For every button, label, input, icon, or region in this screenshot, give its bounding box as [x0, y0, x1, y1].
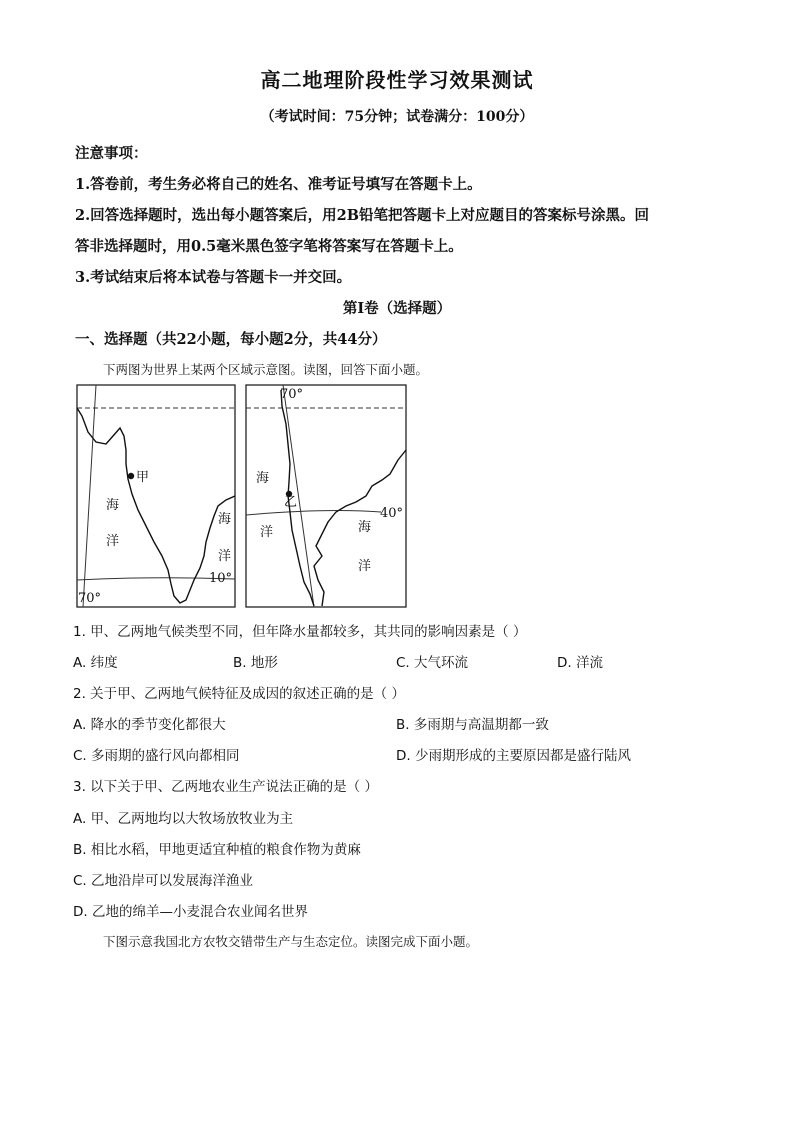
left-map-lon-label: 70°: [78, 591, 102, 606]
left-map-sea-1: 海: [106, 498, 120, 513]
right-map-lon-label: 70°: [280, 387, 304, 402]
region-maps: [76, 384, 408, 609]
question-1-option-d[interactable]: D. 洋流: [557, 655, 603, 671]
right-map-sea-3: 海: [358, 520, 372, 535]
question-3-option-a[interactable]: A. 甲、乙两地均以大牧场放牧业为主: [73, 811, 294, 827]
volume-title: 第I卷（选择题）: [342, 300, 452, 317]
question-2-stem: 2. 关于甲、乙两地气候特征及成因的叙述正确的是（ ）: [73, 686, 405, 702]
right-map-sea-1: 海: [256, 471, 270, 486]
notice-item-2-cont: 答非选择题时，用0.5毫米黑色签字笔将答案写在答题卡上。: [75, 238, 463, 255]
location-jia-label: 甲: [136, 470, 150, 485]
right-map-lat-label: 40°: [380, 506, 404, 521]
part-title: 一、选择题（共22小题，每小题2分，共44分）: [75, 331, 387, 348]
right-map-sea-4: 洋: [358, 559, 372, 574]
question-2-option-a[interactable]: A. 降水的季节变化都很大: [73, 717, 226, 733]
left-map-sea-3: 海: [218, 512, 232, 527]
right-map-frame: [246, 385, 406, 607]
question-2-option-c[interactable]: C. 多雨期的盛行风向都相同: [73, 748, 240, 764]
lead-text-2: 下图示意我国北方农牧交错带生产与生态定位。读图完成下面小题。: [103, 934, 479, 949]
question-3-stem: 3. 以下关于甲、乙两地农业生产说法正确的是（ ）: [73, 779, 378, 795]
location-jia-dot: [128, 473, 134, 479]
left-map-sea-2: 洋: [106, 534, 120, 549]
notice-item-3: 3.考试结束后将本试卷与答题卡一并交回。: [75, 269, 352, 286]
notice-item-2: 2.回答选择题时，选出每小题答案后，用2B铅笔把答题卡上对应题目的答案标号涂黑。回: [75, 207, 649, 224]
question-1-stem: 1. 甲、乙两地气候类型不同，但年降水量都较多，其共同的影响因素是（ ）: [73, 624, 527, 640]
page-title: 高二地理阶段性学习效果测试: [260, 68, 534, 92]
question-2-option-b[interactable]: B. 多雨期与高温期都一致: [396, 717, 549, 733]
question-3-option-b[interactable]: B. 相比水稻，甲地更适宜种植的粮食作物为黄麻: [73, 842, 361, 858]
question-2-option-d[interactable]: D. 少雨期形成的主要原因都是盛行陆风: [396, 748, 631, 764]
left-map-lat-label: 10°: [209, 571, 233, 586]
left-map-lon-line: [83, 385, 96, 607]
location-yi-label: 乙: [284, 495, 298, 510]
notice-heading: 注意事项：: [75, 145, 148, 162]
question-3-option-c[interactable]: C. 乙地沿岸可以发展海洋渔业: [73, 873, 254, 889]
right-map-sea-2: 洋: [260, 525, 274, 540]
notice-item-1: 1.答卷前，考生务必将自己的姓名、准考证号填写在答题卡上。: [75, 176, 482, 193]
lead-text-1: 下两图为世界上某两个区域示意图。读图，回答下面小题。: [103, 362, 429, 377]
question-3-option-d[interactable]: D. 乙地的绵羊—小麦混合农业闻名世界: [73, 904, 308, 920]
left-map-sea-4: 洋: [218, 549, 232, 564]
question-1-option-c[interactable]: C. 大气环流: [396, 655, 469, 671]
question-1-option-a[interactable]: A. 纬度: [73, 655, 118, 671]
exam-info: （考试时间：75分钟；试卷满分：100分）: [260, 109, 534, 125]
question-1-option-b[interactable]: B. 地形: [233, 655, 278, 671]
right-map-lat-line: [246, 511, 381, 515]
